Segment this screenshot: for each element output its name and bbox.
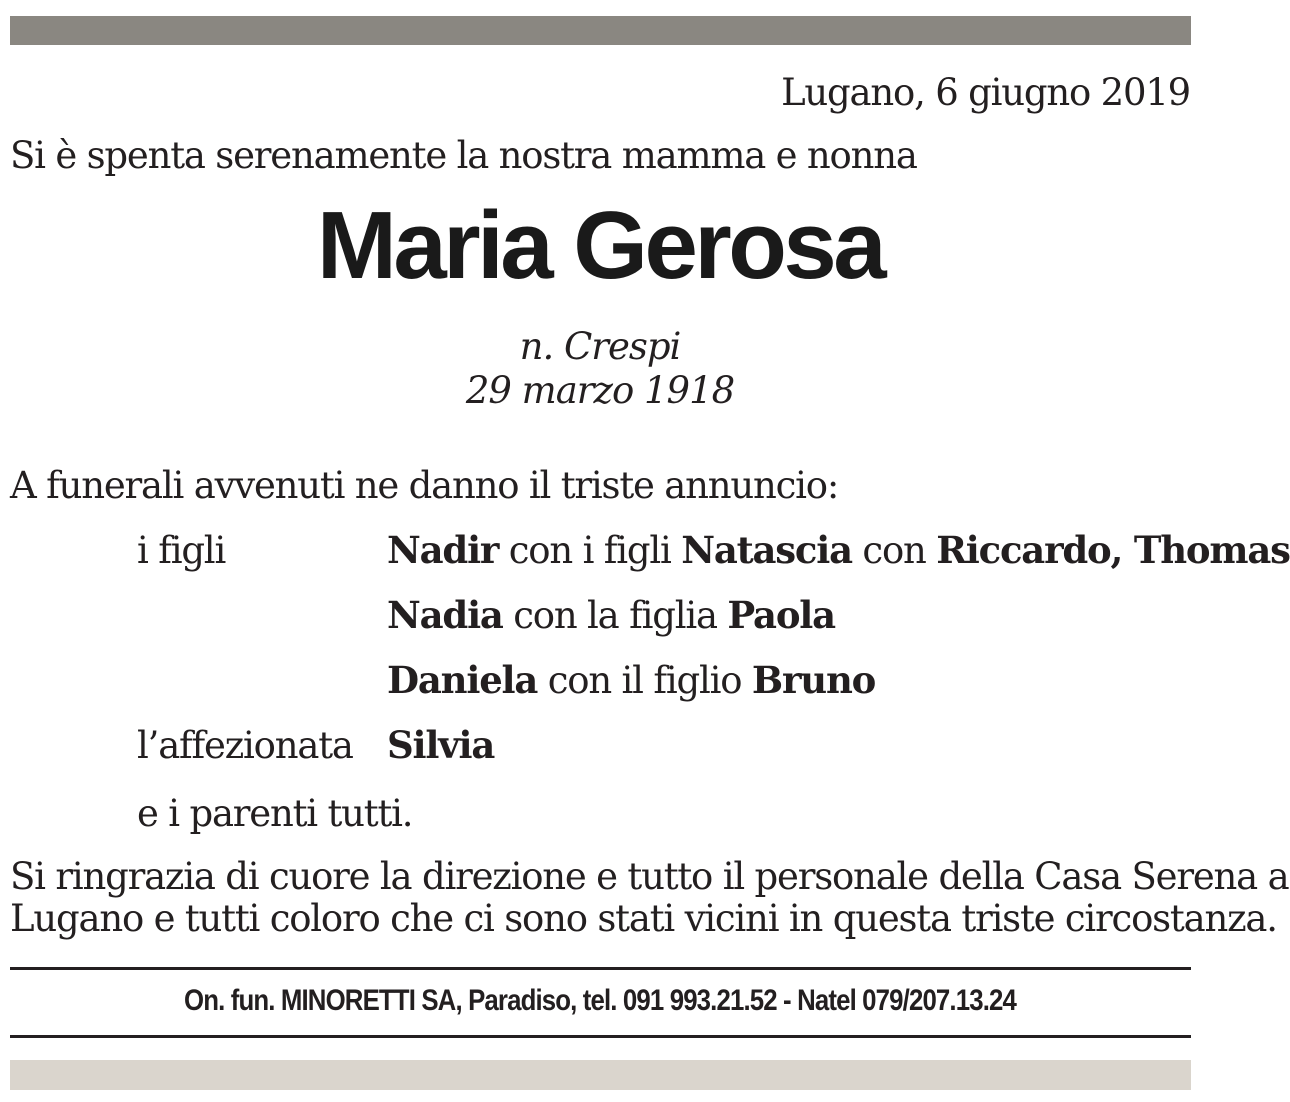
family-name: Nadia <box>387 593 503 637</box>
divider <box>10 967 1191 970</box>
family-name: Paola <box>727 593 835 637</box>
family-row-3 <box>387 658 876 702</box>
family-text: con i figli <box>498 529 682 572</box>
bottom-decorative-bar <box>10 1060 1191 1090</box>
family-name: Silvia <box>387 723 495 767</box>
place-date: Lugano, 6 giugno 2019 <box>781 71 1190 114</box>
family-name: Natascia <box>681 528 852 572</box>
birth-date: 29 marzo 1918 <box>465 369 735 412</box>
family-row-2 <box>387 593 835 637</box>
family-name: Bruno <box>751 658 876 702</box>
family-row-1 <box>387 528 1290 572</box>
funeral-home-footer: On. fun. MINORETTI SA, Paradiso, tel. 091 993.21.52 - Natel 079/207.13.24 <box>184 984 1016 1017</box>
family-name: Riccardo, Thomas <box>936 528 1290 572</box>
family-text: con la figlia <box>502 594 728 637</box>
children-label: i figli <box>137 529 226 572</box>
family-name: Nadir <box>387 528 499 572</box>
relatives-text: e i parenti tutti. <box>137 792 413 835</box>
affectionate-label: l’affezionata <box>137 724 353 767</box>
thanks-line-1: Si ringrazia di cuore la direzione e tutto il personale della Casa Serena a <box>10 855 1289 898</box>
announcement-text: A funerali avvenuti ne danno il triste annuncio: <box>10 464 839 507</box>
top-decorative-bar <box>10 16 1191 45</box>
family-text: con il figlio <box>537 659 752 702</box>
family-name: Daniela <box>387 658 538 702</box>
intro-text: Si è spenta serenamente la nostra mamma e nonna <box>10 134 917 177</box>
family-text: con <box>851 529 937 572</box>
divider <box>10 1035 1191 1038</box>
thanks-line-2: Lugano e tutti coloro che ci sono stati vicini in questa triste circostanza. <box>10 897 1277 940</box>
affectionate-name-row <box>387 723 495 767</box>
deceased-name: Maria Gerosa <box>316 192 884 299</box>
maiden-name: n. Crespi <box>519 325 681 368</box>
